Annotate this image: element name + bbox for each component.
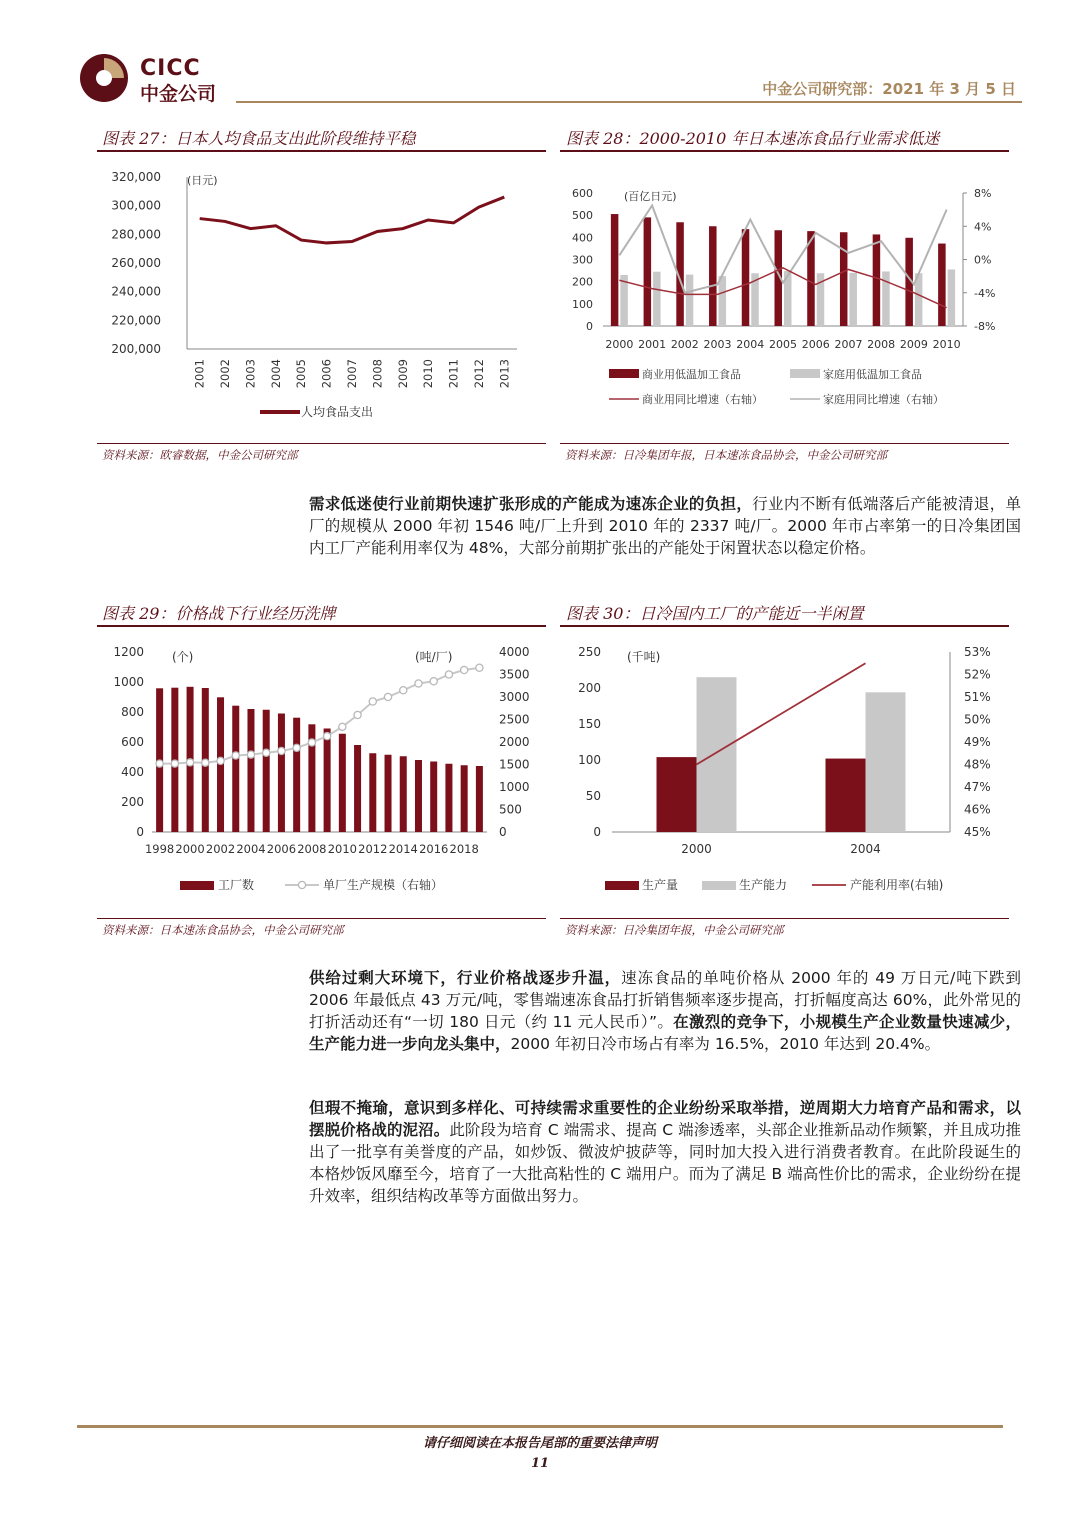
legend-label: 商业用低温加工食品 bbox=[642, 368, 741, 381]
legal-notice: 请仔细阅读在本报告尾部的重要法律声明 bbox=[422, 1436, 657, 1451]
paragraph-1 bbox=[309, 493, 1021, 559]
x-tick-label: 2009 bbox=[395, 359, 410, 389]
legend-label: 人均食品支出 bbox=[301, 405, 374, 419]
legend-label: 商业用同比增速（右轴） bbox=[642, 393, 763, 406]
unit-label-right: (吨/厂) bbox=[415, 650, 453, 664]
x-tick-label: 2004 bbox=[850, 842, 881, 856]
figure-27-title-rule bbox=[97, 150, 546, 152]
brand-name-cn: 中金公司 bbox=[140, 83, 217, 105]
x-tick-label: 2000 bbox=[175, 842, 205, 856]
footer-divider bbox=[77, 1425, 1003, 1428]
marker-plant-scale bbox=[263, 749, 270, 756]
x-tick-label: 2006 bbox=[266, 842, 297, 856]
marker-plant-scale bbox=[186, 759, 193, 766]
figure-29-title-rule bbox=[97, 625, 546, 627]
bar-commercial bbox=[644, 217, 652, 326]
bar-commercial bbox=[742, 229, 750, 326]
chart-29 bbox=[97, 635, 546, 911]
y-left-tick-label: 100 bbox=[578, 753, 601, 767]
paragraph-2-emphasis: 在激烈的竞争下，小规模生产企业数量快速减少，生产能力进一步向龙头集中， bbox=[309, 1013, 1021, 1053]
legend-label: 家庭用同比增速（右轴） bbox=[823, 393, 944, 406]
bar-factory-count bbox=[339, 734, 346, 832]
marker-plant-scale bbox=[171, 760, 178, 767]
x-tick-label: 2014 bbox=[388, 842, 418, 856]
x-tick-label: 2010 bbox=[327, 842, 357, 856]
x-tick-label: 1998 bbox=[144, 842, 175, 856]
x-tick-label: 2009 bbox=[899, 338, 928, 351]
bar-household bbox=[653, 272, 661, 326]
legend-label: 工厂数 bbox=[218, 878, 255, 892]
bar-factory-count bbox=[293, 718, 300, 832]
y-right-tick-label: 2000 bbox=[499, 735, 530, 749]
legend-label: 家庭用低温加工食品 bbox=[823, 368, 922, 381]
unit-label: (百亿日元) bbox=[624, 190, 677, 203]
x-tick-label: 2004 bbox=[736, 338, 765, 351]
y-tick-label: 240,000 bbox=[111, 284, 161, 299]
bar-commercial bbox=[873, 234, 881, 326]
figure-27-source-rule bbox=[97, 443, 546, 444]
legend-swatch-commercial bbox=[609, 369, 639, 378]
y-left-tick-label: 200 bbox=[572, 275, 593, 289]
x-tick-label: 2007 bbox=[345, 359, 359, 389]
legend-label: 生产能力 bbox=[739, 878, 788, 892]
line-commercial-growth bbox=[619, 268, 946, 308]
x-tick-label: 2004 bbox=[236, 842, 266, 856]
marker-plant-scale bbox=[293, 744, 300, 751]
x-tick-label: 2002 bbox=[205, 842, 236, 856]
bar-household bbox=[849, 273, 857, 326]
y-right-tick-label: 49% bbox=[964, 735, 991, 749]
y-tick-label: 300,000 bbox=[111, 198, 161, 213]
bar-factory-count bbox=[369, 753, 376, 832]
figure-29-title: 图表 29：价格战下行业经历洗牌 bbox=[102, 604, 336, 623]
y-left-tick-label: 250 bbox=[578, 645, 601, 659]
y-right-tick-label: 1000 bbox=[499, 780, 530, 794]
paragraph-1-body: 行业内不断有低端落后产能被清退，单厂的规模从 2000 年初 1546 吨/厂上升到 2010 年的 2337 吨/厂。2000 年市占率第一的日冷集团国内工厂产能利用率仅为 48%，大部分前期扩张出的产能处于闲置状态以稳定价格。 bbox=[309, 495, 1021, 557]
bar-commercial bbox=[611, 214, 619, 326]
x-tick-label: 2008 bbox=[370, 359, 385, 389]
x-tick-label: 2001 bbox=[638, 338, 667, 351]
marker-plant-scale bbox=[308, 739, 315, 746]
bar-household bbox=[719, 276, 727, 326]
marker-plant-scale bbox=[156, 760, 163, 767]
bar-factory-count bbox=[385, 755, 392, 832]
figure-27-title: 图表 27：日本人均食品支出此阶段维持平稳 bbox=[102, 129, 416, 148]
x-tick-label: 2000 bbox=[681, 842, 712, 856]
marker-plant-scale bbox=[415, 680, 422, 687]
figure-30-source: 资料来源：日冷集团年报，中金公司研究部 bbox=[565, 923, 784, 937]
y-right-tick-label: 2500 bbox=[499, 712, 530, 727]
bar-commercial bbox=[709, 226, 717, 326]
y-tick-label: 260,000 bbox=[111, 256, 161, 270]
figure-27-source: 资料来源：欧睿数据，中金公司研究部 bbox=[102, 448, 298, 462]
bar-output bbox=[657, 757, 697, 832]
y-left-tick-label: 800 bbox=[121, 705, 144, 719]
bar-capacity bbox=[697, 677, 737, 832]
marker-plant-scale bbox=[445, 671, 452, 678]
x-tick-label: 2007 bbox=[834, 338, 863, 351]
paragraph-3-lead: 但瑕不掩瑜，意识到多样化、可持续需求重要性的企业纷纷采取举措，逆周期大力培育产品和需求，以摆脱价格战的泥沼。 bbox=[309, 1099, 1021, 1139]
series-line bbox=[200, 197, 505, 243]
legend-swatch-household bbox=[790, 369, 820, 378]
x-tick-label: 2006 bbox=[319, 359, 334, 389]
marker-plant-scale bbox=[202, 759, 209, 766]
marker-plant-scale bbox=[339, 723, 346, 730]
legend-swatch-factory bbox=[180, 881, 214, 890]
x-tick-label: 2008 bbox=[297, 842, 327, 856]
figure-30-title: 图表 30：日冷国内工厂的产能近一半闲置 bbox=[566, 604, 864, 623]
y-left-tick-label: 600 bbox=[572, 187, 593, 200]
paragraph-3-body: 此阶段为培育 C 端需求、提高 C 端渗透率，头部企业推新品动作频繁，并且成功推出了一批享有美誉度的产品，如炒饭、微波炉披萨等，同时加大投入进行消费者教育。在此阶段诞生的本格炒饭风靡至今，培育了一大批高粘性的 C 端用户。而为了满足 B 端高性价比的需求，企业纷纷在提升效率，组织结构改革等方面做出努力。 bbox=[309, 1121, 1021, 1205]
y-right-tick-label: -8% bbox=[974, 320, 996, 333]
marker-plant-scale bbox=[324, 733, 331, 740]
bar-factory-count bbox=[354, 745, 361, 832]
y-left-tick-label: 0 bbox=[593, 825, 601, 839]
y-left-tick-label: 400 bbox=[572, 231, 593, 245]
y-right-tick-label: 45% bbox=[964, 825, 991, 839]
marker-plant-scale bbox=[247, 751, 254, 758]
bar-factory-count bbox=[415, 760, 422, 832]
y-left-tick-label: 400 bbox=[121, 765, 144, 779]
y-right-tick-label: 3000 bbox=[499, 690, 530, 704]
figure-28-title: 图表 28：2000-2010 年日本速冻食品行业需求低迷 bbox=[566, 129, 940, 148]
y-right-tick-label: 0% bbox=[974, 253, 992, 267]
legend-swatch-capacity bbox=[702, 881, 736, 890]
y-right-tick-label: 4% bbox=[974, 220, 992, 234]
y-left-tick-label: 600 bbox=[121, 735, 144, 749]
report-info: 中金公司研究部：2021 年 3 月 5 日 bbox=[762, 80, 1016, 98]
x-tick-label: 2003 bbox=[243, 359, 258, 389]
bar-factory-count bbox=[263, 710, 270, 832]
y-left-tick-label: 0 bbox=[136, 825, 144, 839]
y-tick-label: 220,000 bbox=[111, 313, 161, 328]
y-left-tick-label: 150 bbox=[578, 717, 601, 731]
x-tick-label: 2005 bbox=[294, 359, 309, 389]
marker-plant-scale bbox=[430, 678, 437, 685]
bar-commercial bbox=[938, 244, 946, 326]
y-tick-label: 280,000 bbox=[111, 227, 161, 242]
bar-factory-count bbox=[461, 765, 468, 832]
page-number: 11 bbox=[530, 1456, 550, 1471]
y-left-tick-label: 200 bbox=[578, 681, 601, 695]
y-right-tick-label: 48% bbox=[964, 757, 991, 772]
bar-output bbox=[826, 759, 866, 832]
unit-label-left: (个) bbox=[172, 650, 194, 664]
x-tick-label: 2016 bbox=[419, 842, 449, 856]
bar-factory-count bbox=[445, 764, 452, 832]
y-left-tick-label: 1000 bbox=[113, 675, 144, 689]
y-tick-label: 320,000 bbox=[111, 170, 161, 184]
x-tick-label: 2013 bbox=[497, 359, 512, 389]
paragraph-2-body: 速冻食品的单吨价格从 2000 年的 49 万日元/吨下跌到 2006 年最低点 43 万元/吨，零售端速冻食品打折销售频率逐步提高，打折幅度高达 60%，此外常见的打折活动还有“一切 180 日元（约 11 元人民币）”。 bbox=[309, 969, 1021, 1031]
paragraph-2-end: 2000 年初日冷市场占有率为 16.5%，2010 年达到 20.4%。 bbox=[510, 1035, 941, 1053]
y-right-tick-label: 51% bbox=[964, 690, 991, 704]
figure-28-source: 资料来源：日冷集团年报，日本速冻食品协会，中金公司研究部 bbox=[565, 448, 887, 462]
figure-29-source: 资料来源：日本速冻食品协会，中金公司研究部 bbox=[102, 923, 344, 937]
x-tick-label: 2003 bbox=[703, 338, 732, 351]
y-right-tick-label: -4% bbox=[974, 286, 996, 300]
x-tick-label: 2001 bbox=[192, 359, 207, 389]
x-tick-label: 2000 bbox=[605, 338, 634, 351]
paragraph-1-lead: 需求低迷使行业前期快速扩张形成的产能成为速冻企业的负担， bbox=[309, 495, 753, 513]
y-right-tick-label: 47% bbox=[964, 780, 991, 794]
legend-label: 单厂生产规模（右轴） bbox=[323, 878, 444, 892]
bar-commercial bbox=[840, 232, 848, 326]
y-right-tick-label: 1500 bbox=[499, 757, 530, 772]
bar-factory-count bbox=[324, 729, 331, 833]
unit-label: (日元) bbox=[187, 174, 218, 187]
brand-name-en: CICC bbox=[140, 56, 201, 81]
bar-household bbox=[948, 269, 956, 326]
x-tick-label: 2002 bbox=[670, 338, 699, 351]
unit-label: (千吨) bbox=[627, 650, 661, 664]
x-tick-label: 2002 bbox=[218, 359, 233, 389]
marker-plant-scale bbox=[476, 664, 483, 671]
chart-27 bbox=[97, 160, 546, 436]
paragraph-2 bbox=[309, 967, 1021, 1055]
bar-factory-count bbox=[247, 709, 254, 832]
bar-factory-count bbox=[278, 714, 285, 833]
legend-label: 生产量 bbox=[642, 878, 679, 892]
paragraph-3 bbox=[309, 1097, 1021, 1207]
bar-factory-count bbox=[232, 706, 239, 832]
y-left-tick-label: 500 bbox=[572, 209, 593, 223]
x-tick-label: 2008 bbox=[867, 338, 896, 351]
y-left-tick-label: 300 bbox=[572, 253, 593, 267]
figure-29-source-rule bbox=[97, 918, 546, 919]
marker-plant-scale bbox=[369, 698, 376, 705]
x-tick-label: 2010 bbox=[932, 338, 961, 351]
x-tick-label: 2004 bbox=[268, 359, 283, 389]
y-right-tick-label: 8% bbox=[974, 187, 992, 200]
bar-factory-count bbox=[430, 762, 437, 833]
line-household-growth bbox=[619, 205, 946, 292]
marker-plant-scale bbox=[232, 752, 239, 759]
marker-plant-scale bbox=[217, 757, 224, 764]
marker-plant-scale bbox=[354, 711, 361, 718]
y-right-tick-label: 500 bbox=[499, 802, 522, 817]
marker-plant-scale bbox=[461, 666, 468, 673]
y-left-tick-label: 0 bbox=[586, 320, 593, 333]
y-tick-label: 200,000 bbox=[111, 342, 161, 356]
figure-28-source-rule bbox=[560, 443, 1009, 444]
legend-swatch-output bbox=[605, 881, 639, 890]
y-left-tick-label: 50 bbox=[585, 789, 601, 803]
chart-28 bbox=[560, 160, 1009, 436]
y-left-tick-label: 100 bbox=[572, 297, 593, 311]
y-left-tick-label: 200 bbox=[121, 795, 144, 809]
bar-factory-count bbox=[476, 766, 483, 832]
x-tick-label: 2006 bbox=[801, 338, 830, 351]
y-right-tick-label: 46% bbox=[964, 802, 991, 817]
marker-plant-scale bbox=[384, 693, 391, 700]
legend-label: 产能利用率(右轴) bbox=[850, 878, 944, 892]
y-right-tick-label: 50% bbox=[964, 712, 991, 727]
x-tick-label: 2018 bbox=[449, 842, 479, 856]
y-right-tick-label: 0 bbox=[499, 825, 507, 839]
figure-28-title-rule bbox=[560, 150, 1009, 152]
bar-factory-count bbox=[400, 756, 407, 832]
legend-marker-scale bbox=[298, 881, 305, 888]
x-tick-label: 2010 bbox=[421, 359, 436, 389]
x-tick-label: 2011 bbox=[446, 359, 461, 389]
x-tick-label: 2012 bbox=[471, 359, 486, 389]
x-tick-label: 2012 bbox=[358, 842, 388, 856]
y-left-tick-label: 1200 bbox=[113, 645, 144, 659]
y-right-tick-label: 3500 bbox=[499, 667, 530, 682]
y-right-tick-label: 4000 bbox=[499, 645, 530, 659]
paragraph-2-lead: 供给过剩大环境下，行业价格战逐步升温， bbox=[309, 969, 622, 987]
y-right-tick-label: 53% bbox=[964, 645, 991, 659]
marker-plant-scale bbox=[278, 747, 285, 754]
figure-30-title-rule bbox=[560, 625, 1009, 627]
marker-plant-scale bbox=[400, 687, 407, 694]
bar-household bbox=[686, 275, 694, 326]
x-tick-label: 2005 bbox=[769, 338, 797, 351]
chart-30 bbox=[560, 635, 1009, 911]
header-divider bbox=[236, 101, 1022, 103]
figure-30-source-rule bbox=[560, 918, 1009, 919]
y-right-tick-label: 52% bbox=[964, 667, 991, 682]
bar-capacity bbox=[866, 692, 906, 832]
